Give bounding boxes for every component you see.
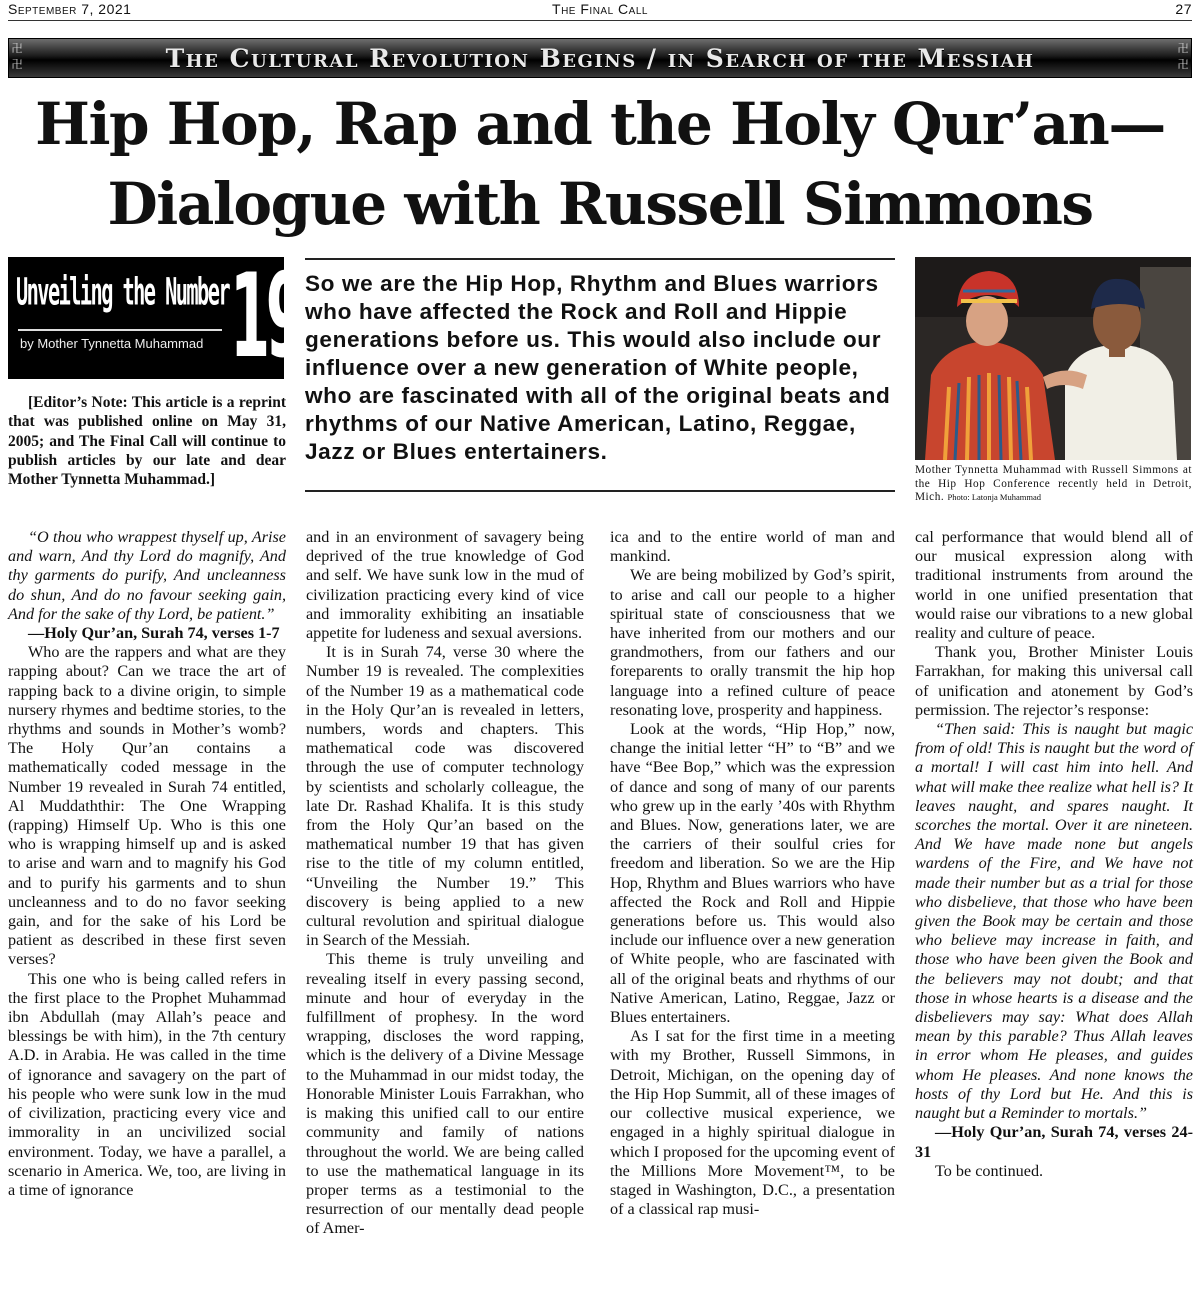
editor-note: [Editor’s Note: This article is a reprint that was published online on May 31, 2005; and The Final Call will continue to publish articles by our late and dear Mother Tynnetta Muhammad.] bbox=[8, 394, 286, 489]
body-paragraph: Who are the rappers and what are they rapping about? Can we trace the art of rapping back to a divine origin, to simple nursery rhymes and bedtime stories, to the rhythms and sounds in Mother’s womb? The Holy Qur’an contains a mathematically coded message in the Number 19 revealed in Surah 74 entitled, Al Muddaththir: The One Wrapping (rapping) Himself Up. Who is this one who is wrapping himself up and is asked to arise and warn and to magnify his God and to purify his garments and to shun uncleanness and to do no favor seeking gain, and for the sake of his Lord be patient as described in these first seven verses? bbox=[8, 643, 286, 969]
pull-quote: So we are the Hip Hop, Rhythm and Blues warriors who have affected the Rock and Roll and Hippie generations before us. This would also include our influence over a new generation of White people, who are fascinated with all of the original beats and rhythms of our Native American, Latino, Reggae, Jazz or Blues entertainers. bbox=[305, 258, 895, 492]
body-paragraph: This one who is being called refers in the first place to the Prophet Muhammad ibn Abdullah (may Allah’s peace and blessings be with him), in the 7th century A.D. in Arabia. He was called in the time of ignorance and savagery on the part of his people who were sunk low in the mud of civilization, practicing every vice and immorality in an uncivilized social environment. Today, we have a parallel, a scenario in America. We, too, are living in a time of ignorance bbox=[8, 969, 286, 1199]
body-paragraph: Thank you, Brother Minister Louis Farrakhan, for making this universal call of unification and atonement by God’s permission. The rejector’s response: bbox=[915, 643, 1193, 719]
body-paragraph: As I sat for the first time in a meeting with my Brother, Russell Simmons, in Detroit, Michigan, on the opening day of the Hip Hop Summit, all of these images of our collective musical experience, we engaged in a highly spiritual dialogue in which I proposed for the upcoming event of the Millions More Movement™, to be staged in Washington, D.C., a presentation of a classical rap musi- bbox=[610, 1027, 895, 1219]
photo-caption-text: Mother Tynnetta Muhammad with Russell Simmons at the Hip Hop Conference recently held in Detroit, Mich. bbox=[915, 464, 1192, 503]
closing-verse: “Then said: This is naught but magic from of old! This is naught but the word of a mortal! I will cast him into hell. And what will make thee realize what hell is? It leaves naught, and spares naught. It scorches the mortal. Over it are nineteen. And We have made none but angels wardens of the Fire, and We have not made their number but as a trial for those who disbelieve, that those who have been given the Book may be certain and those who believe may increase in faith, and those who have been given the Book and the believers may not doubt; and that those in whose hearts is a disease and the disbelievers may say: What does Allah mean by this parable? Thus Allah leaves in error whom He pleases, and guides whom He pleases. And none knows the hosts of thy Lord but He. And this is naught but a Reminder to mortals.” bbox=[915, 720, 1193, 1123]
headline-line-1: Hip Hop, Rap and the Holy Qur’an— bbox=[35, 90, 1165, 158]
article-column-1 bbox=[8, 528, 286, 1200]
column-logo-title: Unveiling the Number bbox=[16, 271, 230, 315]
body-paragraph: We are being mobilized by God’s spirit, to arise and call our people to a higher spiritual state of consciousness that we have inherited from our mothers and our grandmothers, from our fathers and our foreparents to orally transmit the hip hop language into a refined culture of peace resonating love, prosperity and happiness. bbox=[610, 566, 895, 719]
issue-date: September 7, 2021 bbox=[8, 1, 132, 17]
headline-line-2: Dialogue with Russell Simmons bbox=[107, 170, 1093, 238]
column-logo-number: 19 bbox=[230, 248, 302, 384]
page-header bbox=[8, 0, 1192, 20]
column-logo bbox=[8, 248, 302, 384]
article-photo bbox=[915, 257, 1191, 460]
article-headline bbox=[0, 84, 1200, 244]
opening-verse-reference: —Holy Qur’an, Surah 74, verses 1-7 bbox=[28, 624, 280, 643]
ornament-left-icon: 卍 卍 bbox=[11, 42, 23, 71]
article-column-3 bbox=[610, 528, 895, 1219]
header-divider bbox=[8, 20, 1192, 21]
body-paragraph: ica and to the entire world of man and mankind. bbox=[610, 528, 895, 566]
opening-verse: “O thou who wrappest thyself up, Arise and warn, And thy Lord do magnify, And thy garments do purify, And uncleanness do shun, And do no favour seeking gain, And for the sake of thy Lord, be patient.” bbox=[8, 528, 286, 623]
article-column-4 bbox=[915, 528, 1193, 1181]
page-number: 27 bbox=[1175, 1, 1192, 17]
body-paragraph: Look at the words, “Hip Hop,” now, change the initial letter “H” to “B” and we have “Bee Bop,” which was the expression of dance and song of many of our parents who grew up in the early ’40s with Rhythm and Blues. Now, generations later, we are the carriers of their soulful cries for freedom and liberation. So we are the Hip Hop, Rhythm and Blues warriors who have affected the Rock and Roll and Hippie generations before us. This would also include our influence over a new generation of White people, who are fascinated with all of the original beats and rhythms of our Native American, Latino, Reggae, Jazz or Blues entertainers. bbox=[610, 720, 895, 1027]
column-logo-byline: by Mother Tynnetta Muhammad bbox=[20, 336, 204, 351]
photo-illustration bbox=[915, 257, 1191, 460]
body-paragraph: It is in Surah 74, verse 30 where the Number 19 is revealed. The complexities of the Number 19 as a mathematical code in the Holy Qur’an is revealed in letters, numbers, words and chapters. This mathematical code was discovered through the use of computer technology by scientists and scholarly colleague, the late Dr. Rashad Khalifa. It is this study from the Holy Qur’an based on the mathematical number 19 that has given rise to the title of my column entitled, “Unveiling the Number 19.” This discovery is being applied to a new cultural revolution and spiritual dialogue in Search of the Messiah. bbox=[306, 643, 584, 950]
photo-credit: Photo: Latonja Muhammad bbox=[947, 492, 1041, 502]
publication-name: The Final Call bbox=[552, 1, 648, 17]
article-column-2 bbox=[306, 528, 584, 1239]
ornament-right-icon: 卍 卍 bbox=[1177, 42, 1189, 71]
column-logo-rule bbox=[18, 329, 222, 331]
to-be-continued: To be continued. bbox=[935, 1161, 1044, 1180]
body-paragraph: This theme is truly unveiling and revealing itself in every passing second, minute and hour of everyday in the fulfillment of prophesy. In the word wrapping, discloses the word rapping, which is the delivery of a Divine Message to the Muhammad in our midst today, the Honorable Minister Louis Farrakhan, who is making this unified call to our entire community and family of nations throughout the world. We are being called to use the mathematical language in its proper terms as a testimonial to the resurrection of our mentally dead people of Amer- bbox=[306, 950, 584, 1238]
photo-caption bbox=[915, 464, 1192, 505]
section-banner bbox=[8, 38, 1192, 78]
closing-verse-reference: —Holy Qur’an, Surah 74, verses 24-31 bbox=[915, 1123, 1193, 1161]
body-paragraph: and in an environment of savagery being deprived of the true knowledge of God and self. We have sunk low in the mud of civilization practicing every kind of vice and immorality exhibiting an insatiable appetite for ludeness and sexual aversions. bbox=[306, 528, 584, 643]
body-paragraph: cal performance that would blend all of our musical expression along with traditional instruments from around the world in one unified presentation that would raise our vibrations to a new global reality and culture of peace. bbox=[915, 528, 1193, 643]
section-banner-text: The Cultural Revolution Begins / in Search of the Messiah bbox=[165, 44, 1035, 73]
